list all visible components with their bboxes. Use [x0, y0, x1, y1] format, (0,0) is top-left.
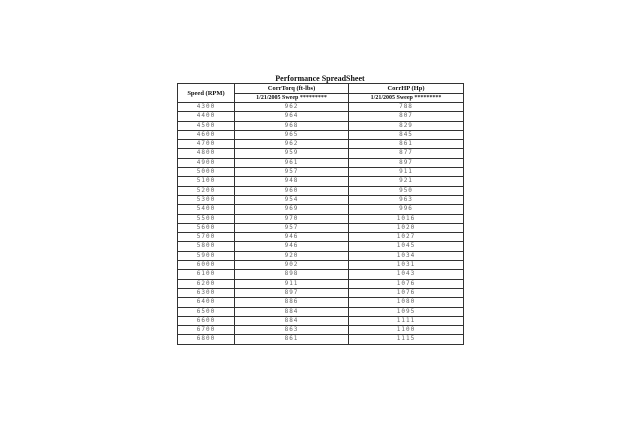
torque-column-header: CorrTorq (ft-lbs)	[235, 84, 349, 94]
table-row	[178, 270, 464, 279]
table-row	[178, 214, 464, 223]
table-row	[178, 149, 464, 158]
rpm-cell: 6500	[178, 307, 235, 316]
table-row	[178, 205, 464, 214]
rpm-cell: 4900	[178, 158, 235, 167]
torque-cell: 886	[235, 298, 349, 307]
table-row	[178, 140, 464, 149]
table-row	[178, 158, 464, 167]
table-row	[178, 186, 464, 195]
table-row	[178, 121, 464, 130]
hp-cell: 1100	[349, 326, 464, 335]
torque-cell: 884	[235, 307, 349, 316]
torque-cell: 863	[235, 326, 349, 335]
torque-cell: 884	[235, 316, 349, 325]
table-body	[178, 103, 464, 345]
hp-cell: 1095	[349, 307, 464, 316]
torque-cell: 911	[235, 279, 349, 288]
torque-cell: 957	[235, 168, 349, 177]
rpm-cell: 5700	[178, 233, 235, 242]
hp-sweep-label: 1/21/2005 Sweep *********	[349, 94, 464, 103]
torque-cell: 948	[235, 177, 349, 186]
hp-cell: 1016	[349, 214, 464, 223]
performance-table	[177, 83, 464, 345]
rpm-cell: 4600	[178, 130, 235, 139]
rpm-cell: 5800	[178, 242, 235, 251]
torque-cell: 898	[235, 270, 349, 279]
table-row	[178, 307, 464, 316]
hp-cell: 807	[349, 112, 464, 121]
torque-cell: 960	[235, 186, 349, 195]
table-row	[178, 223, 464, 232]
hp-cell: 1020	[349, 223, 464, 232]
rpm-cell: 6200	[178, 279, 235, 288]
torque-cell: 961	[235, 158, 349, 167]
sheet-title: Performance SpreadSheet	[275, 74, 365, 83]
table-row	[178, 130, 464, 139]
hp-cell: 829	[349, 121, 464, 130]
table-row	[178, 168, 464, 177]
torque-cell: 962	[235, 103, 349, 112]
rpm-cell: 4700	[178, 140, 235, 149]
rpm-cell: 5400	[178, 205, 235, 214]
rpm-cell: 6400	[178, 298, 235, 307]
table-row	[178, 103, 464, 112]
torque-cell: 962	[235, 140, 349, 149]
hp-cell: 1080	[349, 298, 464, 307]
table-row	[178, 326, 464, 335]
rpm-cell: 6600	[178, 316, 235, 325]
torque-cell: 861	[235, 335, 349, 344]
hp-column-header: CorrHP (Hp)	[349, 84, 464, 94]
speed-column-header: Speed (RPM)	[178, 84, 235, 103]
hp-cell: 911	[349, 168, 464, 177]
table-row	[178, 233, 464, 242]
hp-cell: 1111	[349, 316, 464, 325]
rpm-cell: 5900	[178, 251, 235, 260]
rpm-cell: 4500	[178, 121, 235, 130]
hp-cell: 877	[349, 149, 464, 158]
rpm-cell: 6800	[178, 335, 235, 344]
torque-cell: 897	[235, 288, 349, 297]
hp-cell: 996	[349, 205, 464, 214]
hp-cell: 788	[349, 103, 464, 112]
hp-cell: 1031	[349, 261, 464, 270]
table-row	[178, 251, 464, 260]
hp-cell: 1027	[349, 233, 464, 242]
hp-cell: 861	[349, 140, 464, 149]
table-row	[178, 279, 464, 288]
hp-cell: 1034	[349, 251, 464, 260]
torque-cell: 954	[235, 195, 349, 204]
rpm-cell: 5500	[178, 214, 235, 223]
rpm-cell: 5000	[178, 168, 235, 177]
rpm-cell: 6100	[178, 270, 235, 279]
rpm-cell: 5200	[178, 186, 235, 195]
rpm-cell: 6300	[178, 288, 235, 297]
hp-cell: 1076	[349, 279, 464, 288]
rpm-cell: 5300	[178, 195, 235, 204]
table-row	[178, 195, 464, 204]
torque-cell: 969	[235, 205, 349, 214]
torque-cell: 957	[235, 223, 349, 232]
torque-cell: 968	[235, 121, 349, 130]
hp-cell: 1043	[349, 270, 464, 279]
torque-cell: 920	[235, 251, 349, 260]
hp-cell: 921	[349, 177, 464, 186]
table-header	[178, 84, 464, 103]
torque-cell: 946	[235, 242, 349, 251]
table-row	[178, 261, 464, 270]
rpm-cell: 6700	[178, 326, 235, 335]
rpm-cell: 4400	[178, 112, 235, 121]
table-row	[178, 298, 464, 307]
torque-sweep-label: 1/21/2005 Sweep *********	[235, 94, 349, 103]
torque-cell: 964	[235, 112, 349, 121]
torque-cell: 946	[235, 233, 349, 242]
hp-cell: 897	[349, 158, 464, 167]
hp-cell: 845	[349, 130, 464, 139]
torque-cell: 959	[235, 149, 349, 158]
torque-cell: 902	[235, 261, 349, 270]
torque-cell: 965	[235, 130, 349, 139]
hp-cell: 1115	[349, 335, 464, 344]
table-row	[178, 242, 464, 251]
rpm-cell: 4800	[178, 149, 235, 158]
rpm-cell: 5100	[178, 177, 235, 186]
table-row	[178, 335, 464, 344]
hp-cell: 963	[349, 195, 464, 204]
rpm-cell: 5600	[178, 223, 235, 232]
table-row	[178, 316, 464, 325]
rpm-cell: 6000	[178, 261, 235, 270]
table-row	[178, 288, 464, 297]
table-row	[178, 177, 464, 186]
rpm-cell: 4300	[178, 103, 235, 112]
hp-cell: 950	[349, 186, 464, 195]
hp-cell: 1045	[349, 242, 464, 251]
table-row	[178, 112, 464, 121]
hp-cell: 1076	[349, 288, 464, 297]
torque-cell: 970	[235, 214, 349, 223]
